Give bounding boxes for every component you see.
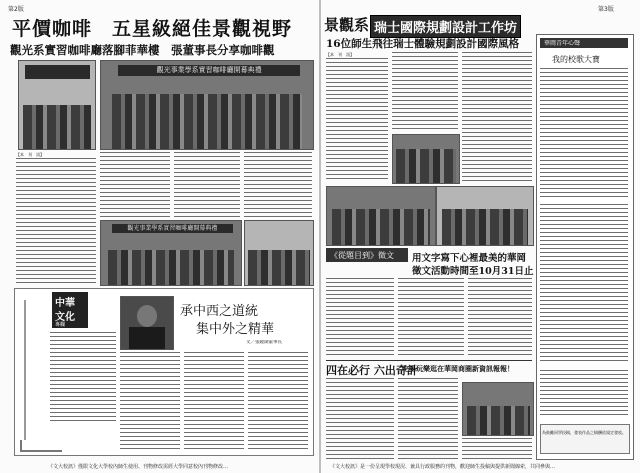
culture-text-col2 <box>184 352 244 450</box>
culture-portrait-photo <box>120 296 174 350</box>
culture-text-col3 <box>248 352 308 450</box>
right-section-tag: 景觀系 <box>324 16 370 34</box>
sidebar-notice-box <box>540 424 630 454</box>
right-bottom-rule <box>326 360 532 361</box>
right-article-col1 <box>326 58 388 182</box>
right-photo-1 <box>392 134 460 184</box>
left-photo-1 <box>18 60 96 150</box>
right-photo-2 <box>326 186 436 246</box>
sidebar-header: 華岡青年心聲 <box>544 40 581 47</box>
left-article-col2 <box>100 152 170 218</box>
essay-text-col2 <box>398 278 464 356</box>
right-page-number: 第3版 <box>598 6 614 13</box>
essay-head-line1: 用文字寫下心裡最美的華岡 <box>412 253 527 264</box>
left-photo3-banner: 觀光事業學系實習咖啡廳開幕典禮 <box>112 224 232 233</box>
left-headline: 平價咖啡 五星級絕佳景觀視野 <box>12 18 293 40</box>
sidebar-notice: 為鼓勵同學投稿，發表作品之稿酬依規定發放。 <box>542 430 626 435</box>
sidebar-text-block3 <box>540 370 628 418</box>
right-article-col2 <box>392 52 458 130</box>
left-page-number: 第2版 <box>8 6 24 13</box>
left-photo-banner: 觀光事業學系實習咖啡廳開幕典禮 <box>118 65 300 76</box>
left-photo-2 <box>100 60 314 150</box>
left-photo-3 <box>100 220 242 286</box>
left-article-col4 <box>244 152 312 218</box>
left-lead-label: 【本 刊 訊】 <box>16 152 44 157</box>
bottom-text-col1 <box>326 378 394 460</box>
culture-title-line2: 集中外之精華 <box>196 322 275 337</box>
sidebar-text-block1 <box>540 68 628 198</box>
right-photo-3 <box>436 186 534 246</box>
left-article-col3 <box>174 152 240 218</box>
right-article-col3 <box>462 52 532 182</box>
culture-title-line1: 承中西之道統 <box>180 304 259 319</box>
culture-left-rule <box>24 300 26 440</box>
essay-head-line2: 徵文活動時間至10月31日止 <box>412 266 534 277</box>
left-footer: 《文大校訊》僅限文化大學校內師生使用、刊物修改需經大學同意校內刊物修改… <box>48 464 229 470</box>
bottom-text-col3 <box>462 438 532 460</box>
essay-text-col1 <box>326 278 394 356</box>
bottom-headline: 四在必行 六出奇計 <box>326 364 418 377</box>
left-subheadline: 觀光系實習咖啡廳落腳菲華樓 張董事長分享咖啡觀 <box>10 43 275 57</box>
left-article-col1 <box>16 158 96 284</box>
culture-bottom-ornament <box>20 440 62 452</box>
culture-logo-top: 中華 <box>55 298 75 309</box>
right-footer: 《文大校訊》是一份呈現學校現況、兼具行政服務的刊物，歡迎師生投稿與提供新聞線索，共同參與… <box>330 464 556 470</box>
culture-author: 文／張鏡湖董事長 <box>246 340 282 345</box>
bottom-subheadline: 吃喝玩樂逛在華岡商圈新資訊報報！ <box>402 364 514 373</box>
essay-text-col3 <box>468 278 532 356</box>
culture-text-col1 <box>120 352 180 450</box>
bottom-photo <box>462 382 534 436</box>
culture-column-logo <box>52 292 88 328</box>
left-photo-4 <box>244 220 314 286</box>
culture-logo-bottom: 文化 <box>55 312 75 323</box>
right-headline-boxed: 瑞士國際規劃設計工作坊 <box>370 15 521 38</box>
culture-left-text <box>50 332 116 422</box>
culture-logo-sub: 專欄 <box>55 322 66 328</box>
right-subheadline: 16位師生飛往瑞士體驗規劃設計國際風格 <box>326 38 520 50</box>
bottom-text-col2 <box>398 378 458 460</box>
right-lead-label: 【本 刊 訊】 <box>326 52 354 57</box>
essay-strip-label: 《從題目到》徵文 <box>330 251 394 260</box>
sidebar-text-block2 <box>540 204 628 364</box>
sidebar-title: 我的校歌大寶 <box>552 55 600 64</box>
